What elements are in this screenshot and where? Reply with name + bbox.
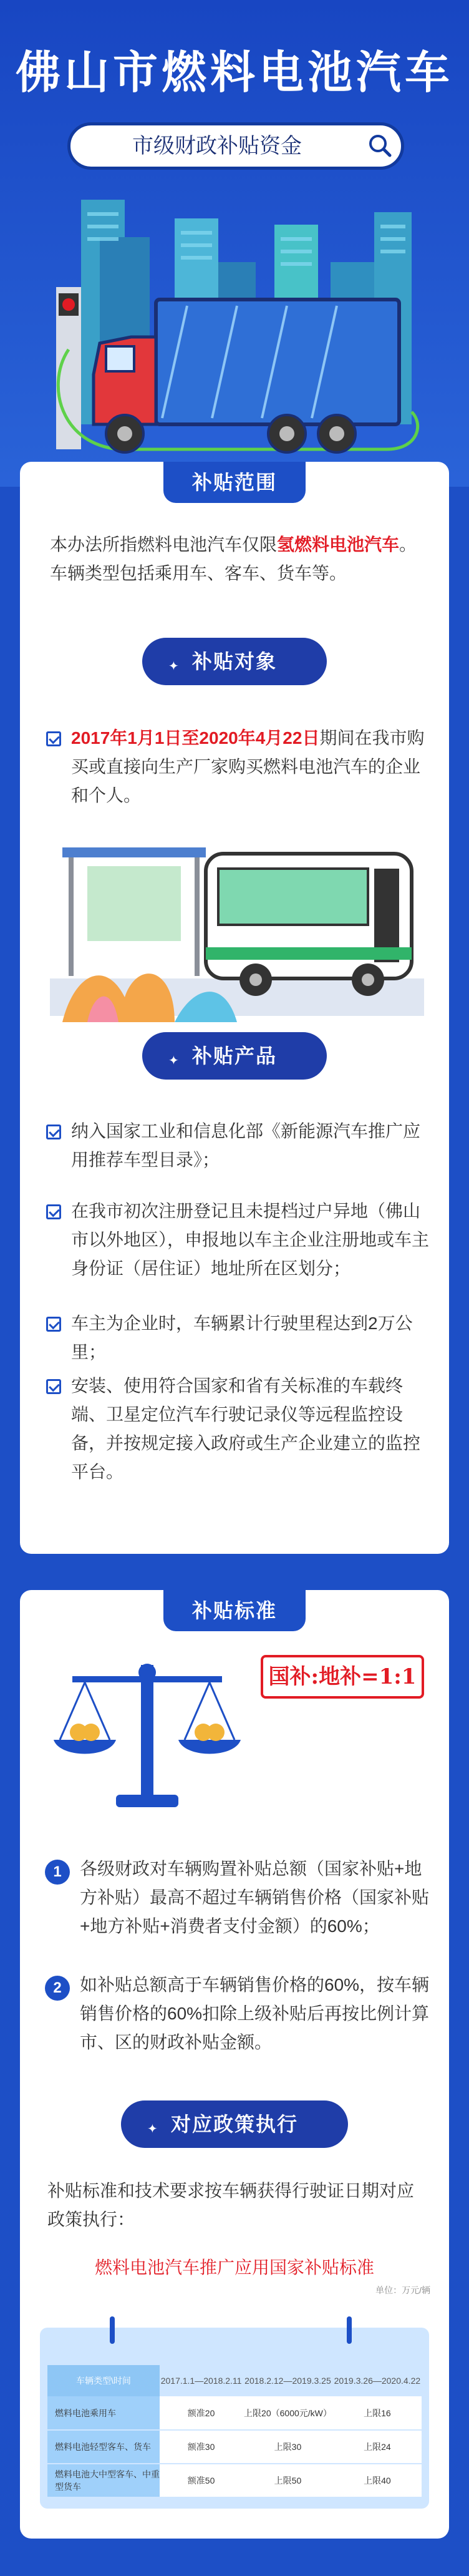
- tab-scope: 补贴范围: [163, 462, 306, 503]
- checkbox-icon: [46, 1379, 61, 1394]
- table-cell: 上限24: [333, 2430, 422, 2464]
- product-item: 车主为企业时，车辆累计行驶里程达到2万公里；: [71, 1314, 413, 1362]
- binder-ring: [110, 2316, 115, 2344]
- pill-target: ✦ 补贴对象: [142, 638, 327, 685]
- table-cell: 上限40: [333, 2464, 422, 2497]
- policy-text: 补贴标准和技术要求按车辆获得行驶证日期对应政策执行：: [47, 2181, 415, 2229]
- table-row: [47, 2430, 422, 2464]
- point-number: 1: [45, 1860, 70, 1885]
- standard-point: 各级财政对车辆购置补贴总额（国家补贴+地方补贴）最高不超过车辆销售价格（国家补贴+地方补贴+消费者支付金额）的60%；: [80, 1859, 430, 1936]
- checkbox-icon: [46, 731, 61, 746]
- bus-station-illustration: [50, 835, 424, 1022]
- table-title: 燃料电池汽车推广应用国家补贴标准: [94, 2258, 374, 2277]
- table-cell: 燃料电池乘用车: [47, 2396, 160, 2430]
- balance-scale-icon: [47, 1652, 247, 1815]
- table-header: 车辆类型\时间: [47, 2365, 160, 2396]
- table-cell: 额准50: [160, 2464, 243, 2497]
- sparkle-icon: ✦: [168, 660, 180, 673]
- page-title: 佛山市燃料电池汽车: [15, 48, 453, 98]
- checkbox-icon: [46, 1125, 61, 1139]
- subsidy-table: [47, 2365, 422, 2498]
- table-cell: 上限50: [243, 2464, 333, 2497]
- info-card: [20, 462, 449, 1554]
- tab-standard: 补贴标准: [163, 1590, 306, 1631]
- pill-policy: ✦ 对应政策执行: [121, 2100, 348, 2148]
- search-button[interactable]: [362, 128, 399, 164]
- scope-text: 本办法所指燃料电池汽车仅限氢燃料电池汽车。车辆类型包括乘用车、客车、货车等。: [50, 535, 417, 583]
- table-cell: 上限20（6000元/kW）: [243, 2396, 333, 2430]
- target-text: 2017年1月1日至2020年4月22日期间在我市购买或直接向生产厂家购买燃料电池汽车的企业和个人。: [71, 728, 425, 805]
- ratio-stamp: 国补:地补=1:1: [261, 1655, 424, 1699]
- product-item: 纳入国家工业和信息化部《新能源汽车推广应用推荐车型目录》；: [71, 1121, 421, 1169]
- hero-banner: [0, 0, 469, 487]
- sparkle-icon: ✦: [168, 1054, 180, 1068]
- table-cell: 上限16: [333, 2396, 422, 2430]
- table-row: [47, 2396, 422, 2430]
- product-item: 在我市初次注册登记且未提档过户异地（佛山市以外地区），申报地以车主企业注册地或车主身份证（居住证）地址所在区划分；: [71, 1201, 430, 1278]
- table-cell: 额准20: [160, 2396, 243, 2430]
- standard-point: 如补贴总额高于车辆销售价格的60%，按车辆销售价格的60%扣除上级补贴后再按比例计算市、区的财政补贴金额。: [80, 1975, 430, 2052]
- table-cell: 燃料电池大中型客车、中重型货车: [47, 2464, 160, 2497]
- table-cell: 燃料电池轻型客车、货车: [47, 2430, 160, 2464]
- subsidy-table-container: [40, 2328, 429, 2509]
- table-header: 2018.2.12—2019.3.25: [244, 2376, 331, 2386]
- point-number: 2: [45, 1976, 70, 2001]
- table-unit: 单位：万元/辆: [375, 2285, 430, 2295]
- sparkle-icon: ✦: [147, 2122, 159, 2136]
- search-text: 市级财政补贴资金: [132, 134, 302, 158]
- table-cell: 上限30: [243, 2430, 333, 2464]
- checkbox-icon: [46, 1317, 61, 1332]
- city-truck-illustration: [37, 187, 449, 474]
- table-cell: 额准30: [160, 2430, 243, 2464]
- search-icon: [362, 128, 399, 164]
- table-header: 2019.3.26—2020.4.22: [334, 2376, 421, 2386]
- table-row: [47, 2464, 422, 2497]
- product-item: 安装、使用符合国家和省有关标准的车载终端、卫星定位汽车行驶记录仪等远程监控设备，并按规定接入政府或生产企业建立的监控平台。: [71, 1376, 421, 1481]
- pill-products: ✦ 补贴产品: [142, 1032, 327, 1080]
- search-bar[interactable]: [67, 122, 404, 170]
- checkbox-icon: [46, 1204, 61, 1219]
- table-header: 2017.1.1—2018.2.11: [160, 2376, 242, 2386]
- binder-ring: [347, 2316, 352, 2344]
